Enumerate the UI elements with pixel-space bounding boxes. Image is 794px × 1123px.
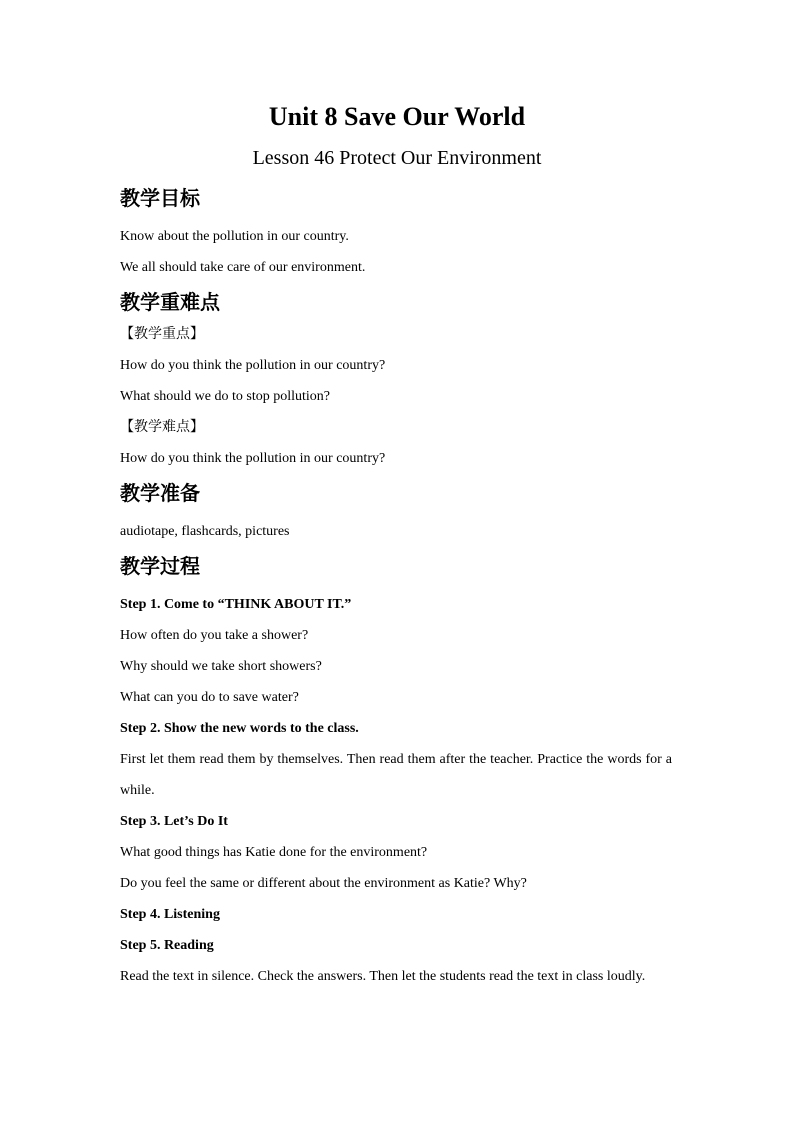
difficult-point-line-1: How do you think the pollution in our country? — [120, 451, 386, 466]
document-title: Unit 8 Save Our World — [268, 102, 526, 131]
objective-line-1: Know about the pollution in our country. — [120, 229, 349, 244]
step-1-question-3: What can you do to save water? — [120, 690, 299, 705]
lesson-subtitle: Lesson 46 Protect Our Environment — [252, 147, 542, 169]
step-5-title: Step 5. Reading — [120, 938, 214, 953]
key-point-line-1: How do you think the pollution in our country? — [120, 358, 386, 373]
step-4-title: Step 4. Listening — [120, 907, 220, 922]
section-heading-preparation: 教学准备 — [120, 481, 200, 505]
key-point-label: 【教学重点】 — [120, 326, 204, 342]
step-1-question-1: How often do you take a shower? — [120, 628, 309, 643]
section-heading-objectives: 教学目标 — [120, 186, 200, 210]
step-2-title: Step 2. Show the new words to the class. — [120, 721, 359, 736]
objective-line-2: We all should take care of our environment. — [120, 260, 366, 275]
section-heading-procedure: 教学过程 — [120, 554, 200, 578]
step-1-title: Step 1. Come to “THINK ABOUT IT.” — [120, 597, 352, 612]
preparation-line-1: audiotape, flashcards, pictures — [120, 524, 290, 539]
difficult-point-label: 【教学难点】 — [120, 419, 204, 435]
document-body — [120, 185, 672, 992]
key-point-line-2: What should we do to stop pollution? — [120, 389, 330, 404]
step-3-question-1: What good things has Katie done for the environment? — [120, 845, 428, 860]
step-3-question-2: Do you feel the same or different about the environment as Katie? Why? — [120, 876, 527, 891]
step-5-text: Read the text in silence. Check the answers. Then let the students read the text in class loudly. — [120, 969, 646, 984]
step-3-title: Step 3. Let’s Do It — [120, 814, 228, 829]
step-1-question-2: Why should we take short showers? — [120, 659, 322, 674]
step-2-text: First let them read them by themselves. Then read them after the teacher. Practice the words for a while. — [120, 752, 672, 798]
section-heading-key-points: 教学重难点 — [120, 290, 220, 314]
